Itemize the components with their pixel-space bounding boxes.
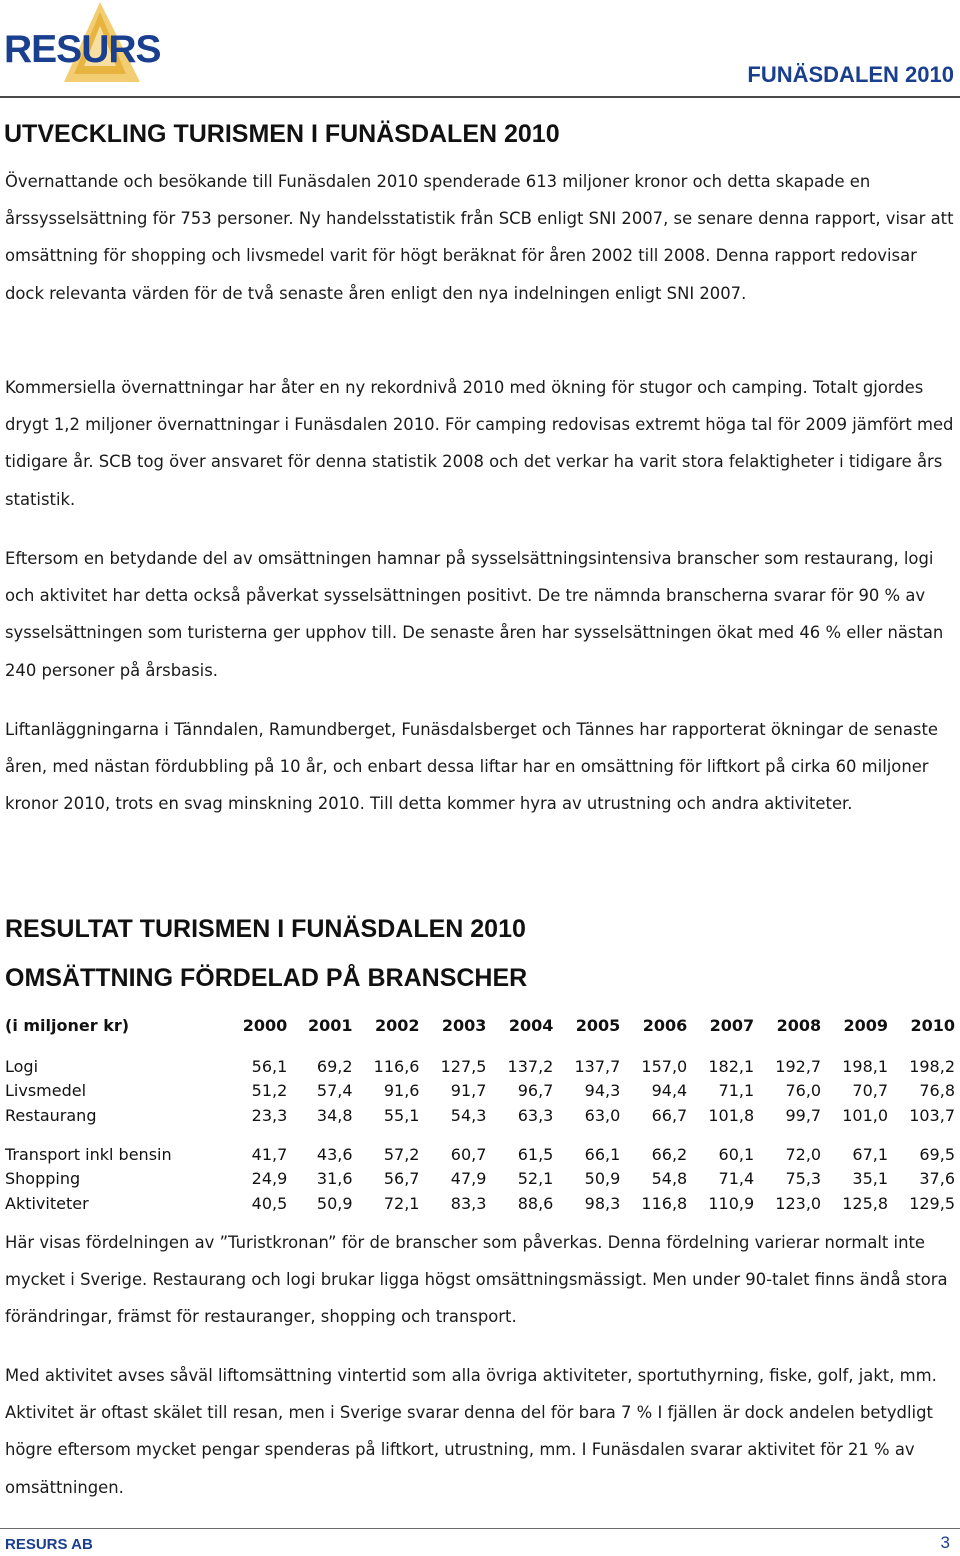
table-cell: 55,1 <box>383 1105 420 1125</box>
table-year-header: 2008 <box>776 1015 822 1035</box>
table-cell: 66,2 <box>651 1144 688 1164</box>
table-cell: 198,2 <box>909 1056 955 1076</box>
paragraph-aktivitet: Med aktivitet avses såväl liftomsättning vintertid som alla övriga aktiviteter, sportuthyrning, fiske, golf, jakt, mm. Aktivitet är oftast skälet till resan, men i Sverige svarar denna del för bara 7 % I fjällen är dock andelen betydligt högre eftersom mycket pengar spenderas på liftkort, utrustning, mm. I Funäsdalen svarar aktivitet för 21 % av omsättningen. <box>5 1366 937 1497</box>
report-title: FUNÄSDALEN 2010 <box>747 62 954 87</box>
table-cell: 71,1 <box>718 1081 755 1101</box>
table-cell: 34,8 <box>316 1105 353 1125</box>
table-row <box>2 1103 958 1128</box>
table-cell: 110,9 <box>708 1193 755 1213</box>
table-cell: 24,9 <box>251 1169 288 1189</box>
table-cell: 60,7 <box>450 1144 487 1164</box>
table-cell: 96,7 <box>517 1081 554 1101</box>
table-cell: 123,0 <box>775 1193 822 1213</box>
table-cell: 72,1 <box>383 1193 420 1213</box>
table-row <box>2 1166 958 1191</box>
table-year-header: 2003 <box>441 1015 487 1035</box>
table-cell: 76,8 <box>919 1081 955 1101</box>
table-cell: 43,6 <box>316 1144 353 1164</box>
page-number: 3 <box>940 1533 950 1552</box>
table-cell: 91,7 <box>450 1081 487 1101</box>
table-cell: 101,8 <box>708 1105 755 1125</box>
table-cell: 56,7 <box>383 1169 420 1189</box>
logo-text: RESURS <box>4 28 161 71</box>
table-cell: 50,9 <box>584 1169 621 1189</box>
table-cell: 157,0 <box>641 1056 688 1076</box>
table-cell: 60,1 <box>718 1144 755 1164</box>
table-cell: 40,5 <box>251 1193 288 1213</box>
table-cell: 50,9 <box>316 1193 353 1213</box>
table-year-header: 2007 <box>709 1015 755 1035</box>
paragraph-overnattningar: Kommersiella övernattningar har åter en ny rekordnivå 2010 med ökning för stugor och camping. Totalt gjordes drygt 1,2 miljoner övernattningar i Funäsdalen 2010. För camping redovisas extremt höga tal för 2009 jämfört med tidigare år. SCB tog över ansvaret för denna statistik 2008 och det verkar ha varit stora felaktigheter i tidigare års statistik. <box>5 378 954 509</box>
table-cell: 72,0 <box>785 1144 822 1164</box>
table-cell: 52,1 <box>517 1169 554 1189</box>
table-cell: 192,7 <box>775 1056 822 1076</box>
table-spacer <box>2 1128 958 1142</box>
header-divider <box>0 96 960 98</box>
table-year-header: 2001 <box>308 1015 353 1035</box>
table-cell: 41,7 <box>251 1144 288 1164</box>
table-row <box>2 1054 958 1079</box>
table-row-label: Transport inkl bensin <box>5 1144 172 1164</box>
table-cell: 91,6 <box>383 1081 420 1101</box>
table-cell: 69,2 <box>316 1056 353 1076</box>
table-cell: 76,0 <box>785 1081 822 1101</box>
table-cell: 54,8 <box>651 1169 688 1189</box>
table-cell: 51,2 <box>251 1081 288 1101</box>
table-row <box>2 1079 958 1104</box>
table-cell: 70,7 <box>852 1081 889 1101</box>
table-row-label: Aktiviteter <box>5 1193 89 1213</box>
table-cell: 127,5 <box>440 1056 487 1076</box>
footer-divider <box>0 1528 960 1529</box>
table-row-label: Restaurang <box>5 1105 97 1125</box>
footer-company: RESURS AB <box>5 1536 93 1553</box>
table-cell: 101,0 <box>842 1105 889 1125</box>
table-cell: 137,2 <box>507 1056 554 1076</box>
table-cell: 57,4 <box>316 1081 353 1101</box>
paragraph-liftanlaggningar: Liftanläggningarna i Tänndalen, Ramundberget, Funäsdalsberget och Tännes har rapporterat ökningar de senaste åren, med nästan fördubbling på 10 år, och enbart dessa liftar har en omsättning för liftkort på cirka 60 miljoner kronor 2010, trots en svag minskning 2010. Till detta kommer hyra av utrustning och andra aktiviteter. <box>5 720 938 814</box>
table-cell: 23,3 <box>251 1105 288 1125</box>
table-cell: 125,8 <box>842 1193 889 1213</box>
table-year-header: 2004 <box>508 1015 554 1035</box>
table-row-label: Livsmedel <box>5 1081 87 1101</box>
table-year-header: 2005 <box>575 1015 621 1035</box>
table-cell: 37,6 <box>919 1169 955 1189</box>
table-row-label: Logi <box>5 1056 39 1076</box>
table-cell: 88,6 <box>517 1193 554 1213</box>
table-cell: 116,8 <box>641 1193 688 1213</box>
table-cell: 99,7 <box>785 1105 822 1125</box>
paragraph-intro: Övernattande och besökande till Funäsdalen 2010 spenderade 613 miljoner kronor och detta skapade en årssysselsättning för 753 personer. Ny handelsstatistik från SCB enligt SNI 2007, se senare denna rapport, visar att omsättning för shopping och livsmedel varit för högt beräknat för åren 2002 till 2008. Denna rapport redovisar dock relevanta värden för de två senaste åren enligt den nya indelningen enligt SNI 2007. <box>5 172 954 303</box>
table-year-header: 2006 <box>642 1015 688 1035</box>
paragraph-sysselsattning: Eftersom en betydande del av omsättningen hamnar på sysselsättningsintensiva branscher som restaurang, logi och aktivitet har detta också påverkat sysselsättningen positivt. De tre nämnda branscherna svarar för 90 % av sysselsättningen som turisterna ger upphov till. De senaste åren har sysselsättningen ökat med 46 % eller nästan 240 personer på årsbasis. <box>5 549 944 680</box>
table-cell: 116,6 <box>373 1056 420 1076</box>
table-cell: 71,4 <box>718 1169 755 1189</box>
table-cell: 94,4 <box>651 1081 688 1101</box>
omsattning-table <box>2 1010 958 1216</box>
table-cell: 103,7 <box>909 1105 955 1125</box>
table-cell: 56,1 <box>251 1056 288 1076</box>
table-cell: 57,2 <box>383 1144 420 1164</box>
section-heading-utveckling: UTVECKLING TURISMEN I FUNÄSDALEN 2010 <box>4 120 560 148</box>
table-row <box>2 1191 958 1216</box>
table-cell: 198,1 <box>842 1056 889 1076</box>
table-cell: 137,7 <box>574 1056 621 1076</box>
table-cell: 182,1 <box>708 1056 755 1076</box>
section-subheading-omsattning: OMSÄTTNING FÖRDELAD PÅ BRANSCHER <box>5 964 528 992</box>
table-cell: 129,5 <box>909 1193 955 1213</box>
table-header-row <box>2 1010 958 1040</box>
resurs-logo <box>4 2 161 86</box>
table-year-header: 2009 <box>843 1015 889 1035</box>
table-cell: 31,6 <box>316 1169 353 1189</box>
table-row <box>2 1142 958 1167</box>
table-cell: 75,3 <box>785 1169 822 1189</box>
table-cell: 47,9 <box>450 1169 487 1189</box>
table-cell: 94,3 <box>584 1081 621 1101</box>
table-cell: 83,3 <box>450 1193 487 1213</box>
table-cell: 54,3 <box>450 1105 487 1125</box>
table-year-header: 2002 <box>374 1015 420 1035</box>
table-cell: 69,5 <box>919 1144 955 1164</box>
table-year-header: 2000 <box>242 1015 288 1035</box>
table-cell: 63,0 <box>584 1105 621 1125</box>
table-unit-label: (i miljoner kr) <box>5 1015 130 1035</box>
section-heading-resultat: RESULTAT TURISMEN I FUNÄSDALEN 2010 <box>5 915 526 943</box>
table-spacer <box>2 1040 958 1054</box>
paragraph-turistkronan: Här visas fördelningen av ”Turistkronan” för de branscher som påverkas. Denna fördelning varierar normalt inte mycket i Sverige. Restaurang och logi brukar ligga högst omsättningsmässigt. Men under 90-talet finns ändå stora förändringar, främst för restauranger, shopping och transport. <box>5 1233 948 1327</box>
table-cell: 63,3 <box>517 1105 554 1125</box>
table-cell: 98,3 <box>584 1193 621 1213</box>
table-year-header: 2010 <box>910 1015 955 1035</box>
table-cell: 67,1 <box>852 1144 889 1164</box>
table-cell: 61,5 <box>517 1144 554 1164</box>
table-cell: 66,7 <box>651 1105 688 1125</box>
table-row-label: Shopping <box>5 1169 81 1189</box>
table-cell: 66,1 <box>584 1144 621 1164</box>
table-cell: 35,1 <box>852 1169 889 1189</box>
